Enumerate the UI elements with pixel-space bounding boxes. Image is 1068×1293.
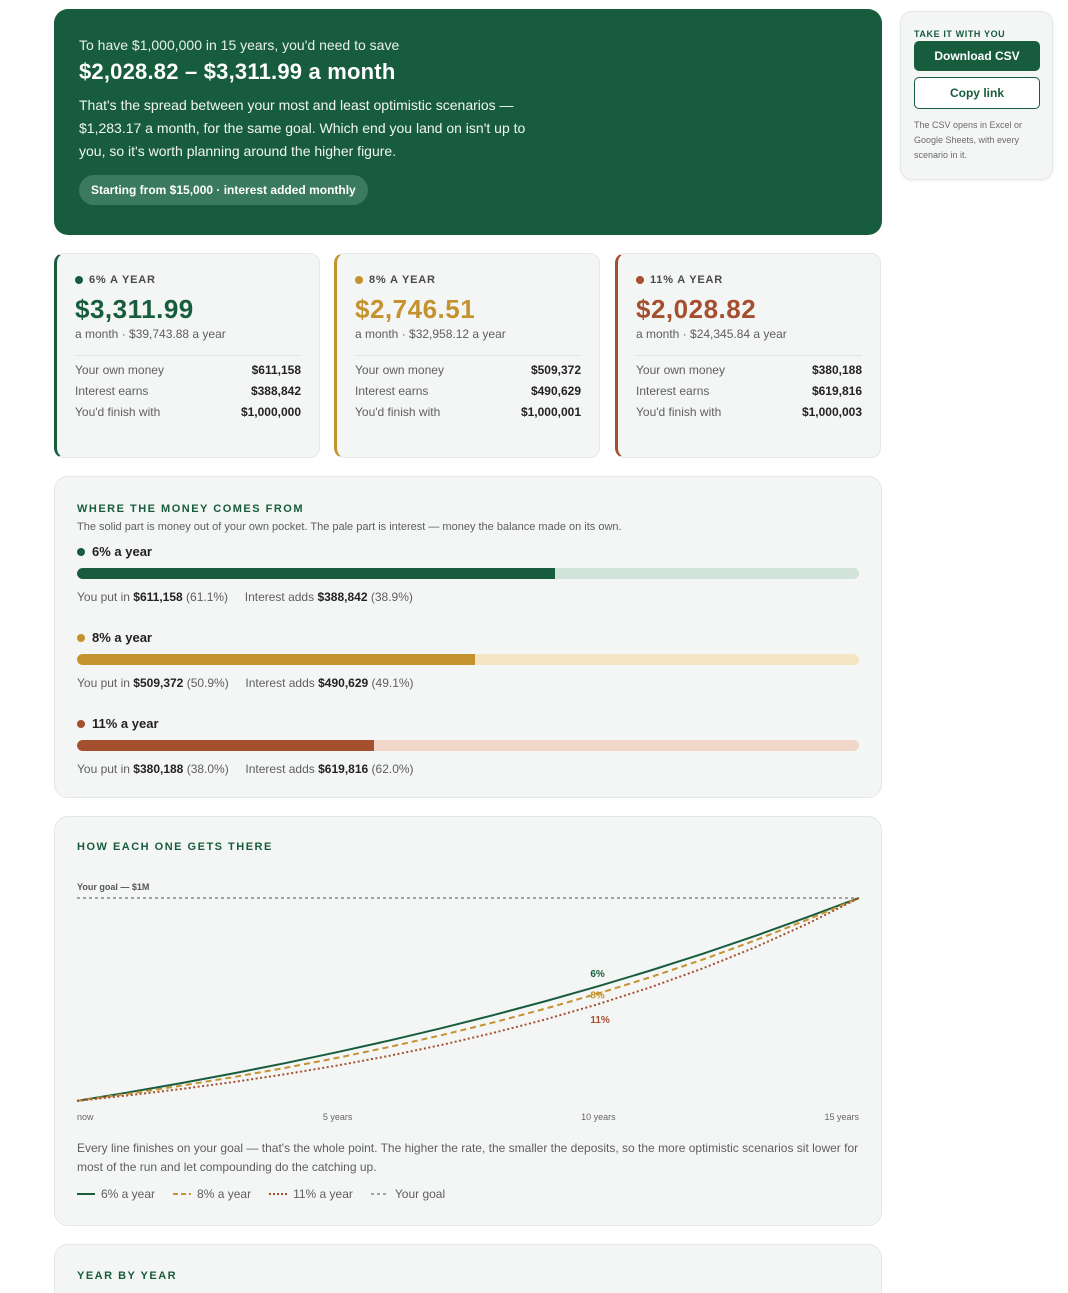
scenario-sub: a month · $24,345.84 a year bbox=[636, 327, 787, 341]
legend-item-goal: Your goal bbox=[371, 1187, 445, 1201]
scenario-dot bbox=[636, 276, 644, 284]
own-money-row: Your own money $611,158 bbox=[75, 363, 301, 377]
scenario-card-11 bbox=[615, 253, 881, 458]
legend-swatch bbox=[173, 1192, 191, 1196]
export-card bbox=[900, 11, 1053, 180]
money-source-panel bbox=[54, 476, 882, 798]
growth-chart-panel bbox=[54, 816, 882, 1226]
interest-row: Interest earns $388,842 bbox=[75, 384, 301, 398]
scenario-monthly-amount: $2,028.82 bbox=[636, 294, 757, 324]
x-tick-label: 5 years bbox=[322, 1112, 353, 1122]
scenario-dot bbox=[77, 548, 85, 556]
x-tick-label: now bbox=[77, 1112, 94, 1122]
finish-row: You'd finish with $1,000,000 bbox=[75, 405, 301, 419]
panel-title: HOW EACH ONE GETS THERE bbox=[77, 841, 273, 853]
download-csv-button[interactable]: Download CSV bbox=[914, 41, 1040, 71]
legend-swatch bbox=[269, 1192, 287, 1196]
own-money-row: Your own money $509,372 bbox=[355, 363, 581, 377]
series-tag: 8% bbox=[590, 990, 605, 1002]
copy-link-button[interactable]: Copy link bbox=[914, 77, 1040, 109]
scenario-card-8 bbox=[334, 253, 600, 458]
year-by-year-panel bbox=[54, 1244, 882, 1293]
legend-item-6: 6% a year bbox=[77, 1187, 155, 1201]
series-line-8pct bbox=[77, 898, 859, 1101]
own-money-fill bbox=[77, 568, 555, 579]
growth-line-chart bbox=[75, 872, 861, 1132]
divider bbox=[636, 355, 862, 356]
panel-title: YEAR BY YEAR bbox=[77, 1270, 178, 1282]
hero-monthly-range: $2,028.82 – $3,311.99 a month bbox=[79, 59, 396, 84]
series-tag: 6% bbox=[590, 969, 605, 981]
legend-swatch bbox=[77, 1192, 95, 1196]
legend-swatch bbox=[371, 1192, 389, 1196]
goal-label: Your goal — $1M bbox=[77, 882, 150, 892]
own-money-row: Your own money $380,188 bbox=[636, 363, 862, 377]
split-bar bbox=[77, 740, 859, 751]
scenario-sub: a month · $32,958.12 a year bbox=[355, 327, 506, 341]
export-note: The CSV opens in Excel or Google Sheets, with every scenario in it. bbox=[914, 120, 1023, 160]
assumptions-pill: Starting from $15,000 · interest added monthly bbox=[79, 175, 368, 205]
breakdown-row-8: 8% a year You put in $509,372 (50.9%) Interest adds $490,629 (49.1%) bbox=[77, 630, 859, 690]
split-bar bbox=[77, 568, 859, 579]
x-tick-label: 15 years bbox=[824, 1112, 859, 1122]
scenario-dot bbox=[355, 276, 363, 284]
scenario-label: 11% A YEAR bbox=[650, 274, 724, 286]
series-line-6pct bbox=[77, 898, 859, 1101]
divider bbox=[355, 355, 581, 356]
finish-row: You'd finish with $1,000,003 bbox=[636, 405, 862, 419]
breakdown-row-11: 11% a year You put in $380,188 (38.0%) Interest adds $619,816 (62.0%) bbox=[77, 716, 859, 776]
own-money-fill bbox=[77, 740, 374, 751]
own-money-fill bbox=[77, 654, 475, 665]
scenario-monthly-amount: $3,311.99 bbox=[75, 294, 194, 324]
hero-lead: To have $1,000,000 in 15 years, you'd need to save bbox=[79, 37, 400, 53]
series-tag: 11% bbox=[590, 1015, 610, 1027]
export-kicker: TAKE IT WITH YOU bbox=[914, 29, 1006, 39]
scenario-dot bbox=[77, 720, 85, 728]
scenario-sub: a month · $39,743.88 a year bbox=[75, 327, 226, 341]
panel-title: WHERE THE MONEY COMES FROM bbox=[77, 503, 305, 515]
scenario-dot bbox=[77, 634, 85, 642]
series-line-11pct bbox=[77, 898, 859, 1101]
breakdown-row-6: 6% a year You put in $611,158 (61.1%) Interest adds $388,842 (38.9%) bbox=[77, 544, 859, 604]
chart-caption: Every line finishes on your goal — that's the whole point. The higher the rate, the smaller the deposits, so the more optimistic scenarios sit lower for most of the run and let compounding do the catching up. bbox=[77, 1141, 859, 1174]
legend-item-8: 8% a year bbox=[173, 1187, 251, 1201]
scenario-dot bbox=[75, 276, 83, 284]
hero-explanation: That's the spread between your most and least optimistic scenarios — $1,283.17 a month, for the same goal. Which end you land on isn't up to you, so it's worth planning around the higher figure. bbox=[79, 97, 526, 159]
x-tick-label: 10 years bbox=[581, 1112, 616, 1122]
split-bar bbox=[77, 654, 859, 665]
scenario-label: 6% A YEAR bbox=[89, 274, 156, 286]
interest-row: Interest earns $619,816 bbox=[636, 384, 862, 398]
scenario-label: 8% A YEAR bbox=[369, 274, 436, 286]
scenario-card-6 bbox=[54, 253, 320, 458]
interest-row: Interest earns $490,629 bbox=[355, 384, 581, 398]
legend-item-11: 11% a year bbox=[269, 1187, 353, 1201]
scenario-monthly-amount: $2,746.51 bbox=[355, 294, 476, 324]
divider bbox=[75, 355, 301, 356]
result-hero bbox=[54, 9, 882, 235]
chart-legend bbox=[77, 1187, 445, 1201]
panel-description: The solid part is money out of your own pocket. The pale part is interest — money the balance made on its own. bbox=[77, 521, 622, 533]
finish-row: You'd finish with $1,000,001 bbox=[355, 405, 581, 419]
